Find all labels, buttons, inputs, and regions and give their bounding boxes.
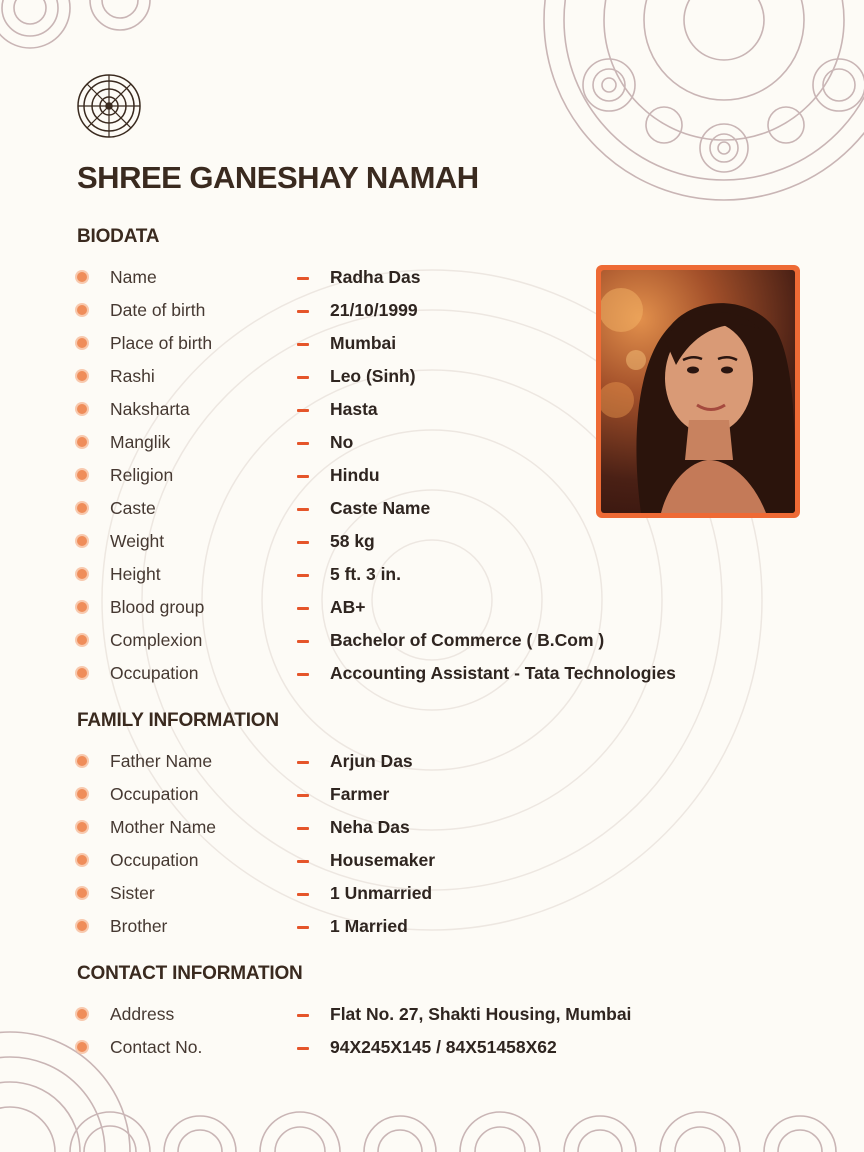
dash-separator <box>297 409 309 412</box>
bullet-icon <box>77 756 87 766</box>
field-value: 5 ft. 3 in. <box>330 564 401 584</box>
field-value: 1 Unmarried <box>330 883 433 903</box>
biodata-row <box>0 592 800 625</box>
dash-separator <box>297 794 309 797</box>
dash-separator <box>297 1047 309 1050</box>
field-value: Caste Name <box>330 498 431 518</box>
field-label: Brother <box>110 916 168 936</box>
bullet-icon <box>77 668 87 678</box>
field-label: Naksharta <box>110 399 190 419</box>
family-row <box>0 779 800 812</box>
corner-mandala-top-left <box>0 0 200 60</box>
field-label: Occupation <box>110 784 199 804</box>
field-label: Rashi <box>110 366 155 386</box>
bullet-icon <box>77 503 87 513</box>
bullet-icon <box>77 272 87 282</box>
dash-separator <box>297 541 309 544</box>
family-row <box>0 746 800 779</box>
bullet-icon <box>77 437 87 447</box>
field-label: Weight <box>110 531 165 551</box>
field-label: Religion <box>110 465 174 485</box>
field-label: Place of birth <box>110 333 213 353</box>
dash-separator <box>297 475 309 478</box>
biodata-row <box>0 526 800 559</box>
dash-separator <box>297 1014 309 1017</box>
dash-separator <box>297 673 309 676</box>
dash-separator <box>297 277 309 280</box>
field-value: 58 kg <box>330 531 375 551</box>
field-value: 21/10/1999 <box>330 300 418 320</box>
family-heading: FAMILY INFORMATION <box>77 710 279 731</box>
bullet-icon <box>77 569 87 579</box>
biodata-heading: BIODATA <box>77 226 160 247</box>
contact-row <box>0 1032 800 1065</box>
field-label: Occupation <box>110 850 199 870</box>
field-value: Leo (Sinh) <box>330 366 416 386</box>
family-row <box>0 845 800 878</box>
field-label: Manglik <box>110 432 171 452</box>
dash-separator <box>297 827 309 830</box>
dash-separator <box>297 860 309 863</box>
dash-separator <box>297 442 309 445</box>
field-value: Neha Das <box>330 817 410 837</box>
field-label: Sister <box>110 883 155 903</box>
page-title: SHREE GANESHAY NAMAH <box>77 160 479 195</box>
bullet-icon <box>77 536 87 546</box>
bullet-icon <box>77 888 87 898</box>
biodata-row <box>0 658 800 691</box>
family-row <box>0 911 800 944</box>
field-label: Father Name <box>110 751 213 771</box>
dash-separator <box>297 761 309 764</box>
field-label: Name <box>110 267 157 287</box>
bullet-icon <box>77 470 87 480</box>
dash-separator <box>297 376 309 379</box>
field-label: Complexion <box>110 630 203 650</box>
biodata-row <box>0 625 800 658</box>
contact-heading: CONTACT INFORMATION <box>77 963 303 984</box>
dash-separator <box>297 508 309 511</box>
field-value: AB+ <box>330 597 366 617</box>
dash-separator <box>297 574 309 577</box>
bullet-icon <box>77 404 87 414</box>
field-label: Date of birth <box>110 300 206 320</box>
field-value: Flat No. 27, Shakti Housing, Mumbai <box>330 1004 632 1024</box>
field-value: Accounting Assistant - Tata Technologies <box>330 663 676 683</box>
field-value: 1 Married <box>330 916 408 936</box>
field-value: Arjun Das <box>330 751 413 771</box>
bullet-icon <box>77 921 87 931</box>
field-value: Hindu <box>330 465 380 485</box>
dash-separator <box>297 926 309 929</box>
dash-separator <box>297 310 309 313</box>
field-value: 94X245X145 / 84X51458X62 <box>330 1037 557 1057</box>
field-value: Farmer <box>330 784 390 804</box>
bullet-icon <box>77 635 87 645</box>
field-value: Hasta <box>330 399 378 419</box>
bullet-icon <box>77 855 87 865</box>
field-value: Bachelor of Commerce ( B.Com ) <box>330 630 605 650</box>
field-label: Height <box>110 564 161 584</box>
dash-separator <box>297 893 309 896</box>
field-label: Contact No. <box>110 1037 203 1057</box>
biodata-row <box>0 559 800 592</box>
bullet-icon <box>77 338 87 348</box>
contact-row <box>0 999 800 1032</box>
bullet-icon <box>77 822 87 832</box>
family-row <box>0 878 800 911</box>
bullet-icon <box>77 789 87 799</box>
bullet-icon <box>77 602 87 612</box>
bullet-icon <box>77 1009 87 1019</box>
dash-separator <box>297 640 309 643</box>
profile-photo <box>601 270 795 513</box>
field-value: Mumbai <box>330 333 397 353</box>
bullet-icon <box>77 1042 87 1052</box>
field-label: Blood group <box>110 597 205 617</box>
field-value: Housemaker <box>330 850 436 870</box>
field-label: Address <box>110 1004 175 1024</box>
dash-separator <box>297 343 309 346</box>
bullet-icon <box>77 305 87 315</box>
field-value: Radha Das <box>330 267 421 287</box>
field-label: Mother Name <box>110 817 217 837</box>
bullet-icon <box>77 371 87 381</box>
mandala-emblem-icon <box>76 73 142 139</box>
profile-photo-frame <box>596 265 800 518</box>
corner-mandala-top-right <box>524 0 864 220</box>
field-label: Caste <box>110 498 156 518</box>
dash-separator <box>297 607 309 610</box>
field-value: No <box>330 432 354 452</box>
family-row <box>0 812 800 845</box>
field-label: Occupation <box>110 663 199 683</box>
